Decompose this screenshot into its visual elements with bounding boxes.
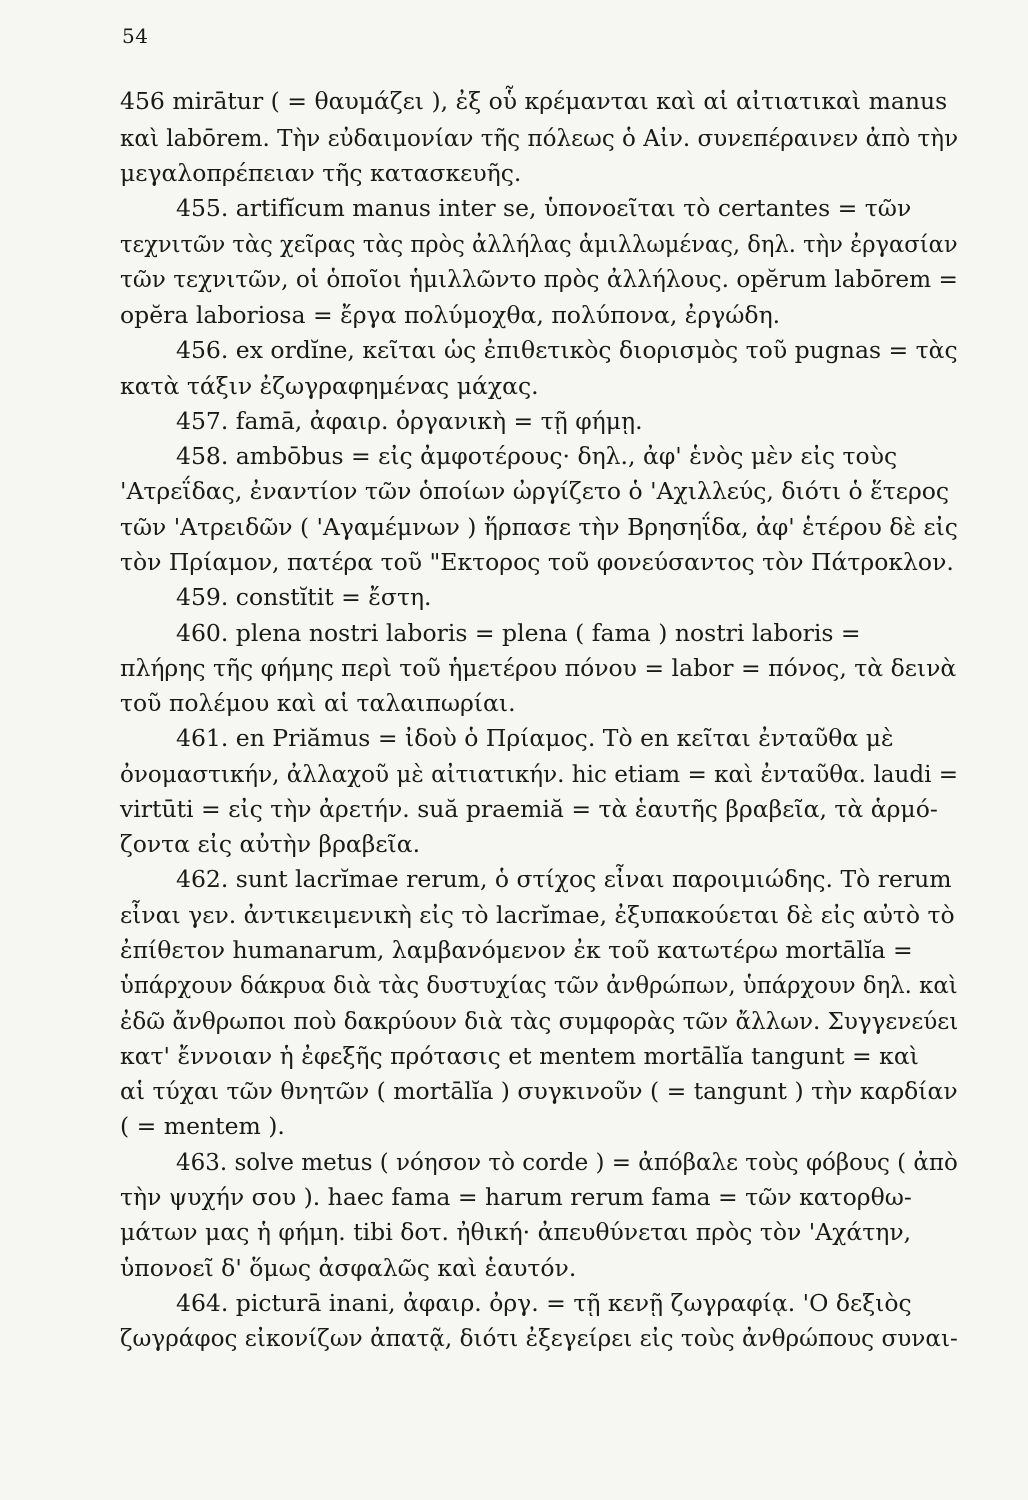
text-line: τὸν Πρίαμον, πατέρα τοῦ "Εκτορος τοῦ φονεύσαντος τὸν Πάτροκλον.	[120, 548, 954, 576]
text-line: 464. picturā inani, ἀφαιρ. ὀργ. = τῇ κενῇ ζωγραφίᾳ. 'Ο δεξιὸς	[176, 1289, 912, 1317]
text-line: μάτων μας ἡ φήμη. tibi δοτ. ἠθική· ἀπευθύνεται πρὸς τὸν 'Αχάτην,	[120, 1218, 912, 1246]
text-line: αἱ τύχαι τῶν θνητῶν ( mortālĭa ) συγκινοῦν ( = tangunt ) τὴν καρδίαν	[120, 1077, 958, 1105]
text-line: τῶν 'Ατρειδῶν ( 'Αγαμέμνων ) ἥρπασε τὴν Βρησηΐδα, ἀφ' ἑτέρου δὲ εἰς	[120, 513, 958, 541]
text-line: 463. solve metus ( νόησον τὸ corde ) = ἀπόβαλε τοὺς φόβους ( ἀπὸ	[176, 1148, 958, 1176]
text-line: ( = mentem ).	[120, 1112, 285, 1140]
text-line: ἐπίθετον humanarum, λαμβανόμενον ἐκ τοῦ κατωτέρω mortālĭa =	[120, 936, 913, 964]
text-line: ὑπάρχουν δάκρυα διὰ τὰς δυστυχίας τῶν ἀνθρώπων, ὑπάρχουν δηλ. καὶ	[120, 971, 958, 999]
text-line: εἶναι γεν. ἀντικειμενικὴ εἰς τὸ lacrĭmae, ἐξυπακούεται δὲ εἰς αὐτὸ τὸ	[120, 901, 955, 929]
text-line: ὑπονοεῖ δ' ὅμως ἀσφαλῶς καὶ ἑαυτόν.	[120, 1254, 577, 1282]
text-line: 457. famā, ἀφαιρ. ὀργανικὴ = τῇ φήμῃ.	[176, 407, 643, 435]
text-line: ἐδῶ ἄνθρωποι ποὺ δακρύουν διὰ τὰς συμφορὰς τῶν ἄλλων. Συγγενεύει	[120, 1007, 959, 1035]
text-line: ὀνομαστικήν, ἀλλαχοῦ μὲ αἰτιατικήν. hic etiam = καὶ ἐνταῦθα. laudi =	[120, 760, 959, 788]
text-line: μεγαλοπρέπειαν τῆς κατασκευῆς.	[120, 159, 522, 187]
text-line: ζοντα εἰς αὐτὴν βραβεῖα.	[120, 830, 421, 858]
text-line: 456. ex ordĭne, κεῖται ὡς ἐπιθετικὸς διορισμὸς τοῦ pugnas = τὰς	[176, 336, 958, 364]
text-line: τῶν τεχνιτῶν, οἱ ὁποῖοι ἡμιλλῶντο πρὸς ἀλλήλους. opĕrum labōrem =	[120, 265, 958, 293]
page-number: 54	[122, 24, 149, 48]
text-line: καὶ labōrem. Τὴν εὐδαιμονίαν τῆς πόλεως ὁ Αἰν. συνεπέραινεν ἀπὸ τὴν	[120, 124, 959, 152]
text-line: ζωγράφος εἰκονίζων ἀπατᾷ, διότι ἐξεγείρει εἰς τοὺς ἀνθρώπους συναι-	[120, 1324, 958, 1352]
text-line: πλήρης τῆς φήμης περὶ τοῦ ἡμετέρου πόνου = labor = πόνος, τὰ δεινὰ	[120, 654, 957, 682]
text-line: opĕra laboriosa = ἔργα πολύμοχθα, πολύπονα, ἐργώδη.	[120, 301, 781, 329]
text-line: 461. en Priămus = ἰδοὺ ὁ Πρίαμος. Τὸ en κεῖται ἐνταῦθα μὲ	[176, 724, 894, 752]
text-line: 458. ambōbus = εἰς ἀμφοτέρους· δηλ., ἀφ' ἑνὸς μὲν εἰς τοὺς	[176, 442, 898, 470]
text-line: κατὰ τάξιν ἐζωγραφημένας μάχας.	[120, 372, 539, 400]
text-line: 455. artifĭcum manus inter se, ὑπονοεῖται τὸ certantes = τῶν	[176, 194, 912, 222]
text-line: κατ' ἔννοιαν ἡ ἐφεξῆς πρότασις et mentem mortālĭa tangunt = καὶ	[120, 1042, 919, 1070]
text-line: virtūti = εἰς τὴν ἀρετήν. suă praemiă = τὰ ἑαυτῆς βραβεῖα, τὰ ἁρμό-	[120, 795, 938, 823]
text-line: 459. constĭtit = ἔστη.	[176, 583, 432, 611]
text-line: τὴν ψυχήν σου ). haec fama = harum rerum fama = τῶν κατορθω-	[120, 1183, 912, 1211]
text-line: 456 mirātur ( = θαυμάζει ), ἐξ οὗ κρέμανται καὶ αἱ αἰτιατικαὶ manus	[120, 87, 948, 115]
text-line: 460. plena nostri laboris = plena ( fama ) nostri laboris =	[176, 619, 861, 647]
text-line: τοῦ πολέμου καὶ αἱ ταλαιπωρίαι.	[120, 689, 516, 717]
text-line: τεχνιτῶν τὰς χεῖρας τὰς πρὸς ἀλλήλας ἁμιλλωμένας, δηλ. τὴν ἐργασίαν	[120, 230, 958, 258]
text-line: 462. sunt lacrĭmae rerum, ὁ στίχος εἶναι παροιμιώδης. Τὸ rerum	[176, 865, 952, 893]
text-line: 'Ατρεΐδας, ἐναντίον τῶν ὁποίων ὠργίζετο ὁ 'Αχιλλεύς, διότι ὁ ἕτερος	[120, 477, 950, 505]
